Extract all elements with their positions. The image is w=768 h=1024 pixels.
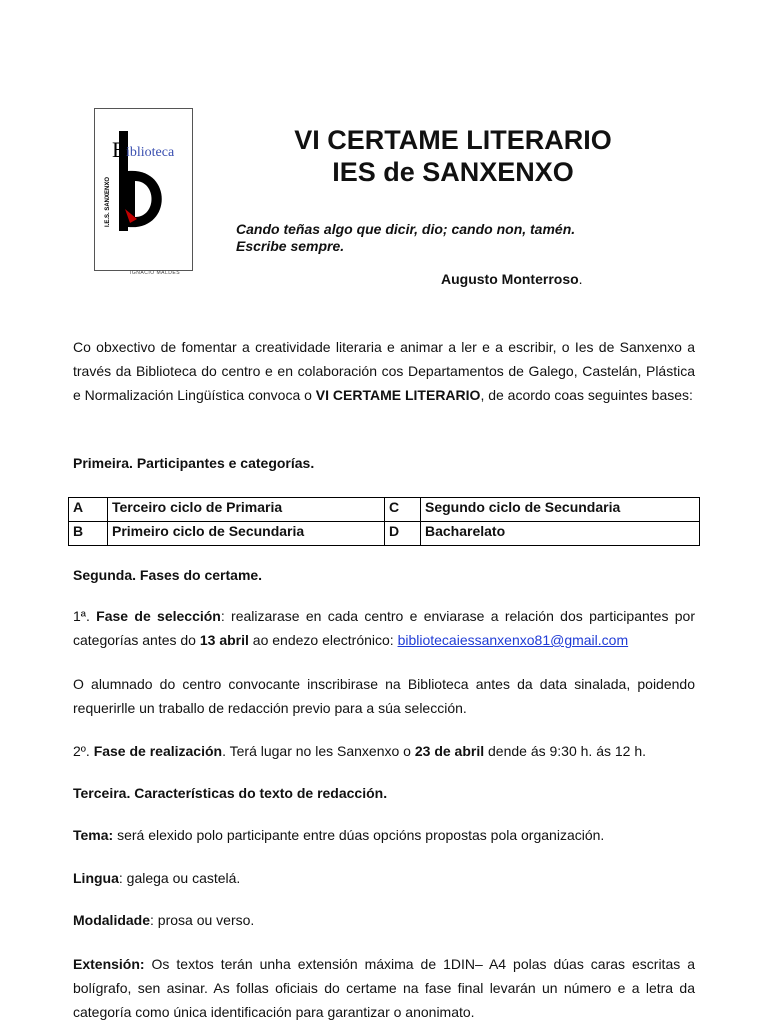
- intro-bold: VI CERTAME LITERARIO: [315, 387, 481, 403]
- extension-label: Extensión:: [73, 956, 145, 972]
- category-key: C: [385, 498, 421, 522]
- author-name: Augusto Monterroso: [441, 271, 579, 287]
- category-label: Bacharelato: [421, 522, 700, 546]
- phase1-note-paragraph: O alumnado do centro convocante inscribirase na Biblioteca antes da data sinalada, poidendo requerirlle un traballo de redacción previo para a súa selección.: [73, 676, 695, 716]
- phase2-title: Fase de realización: [93, 743, 223, 759]
- phase2-paragraph: [73, 739, 695, 763]
- epigraph-quote: [236, 221, 656, 255]
- category-key: D: [385, 522, 421, 546]
- extension-text: Os textos terán unha extensión máxima de 1DIN– A4 polas dúas caras escritas a bolígrafo, sen asinar. As follas oficiais do certame na fase final levarán un número e a letra da categoría como única identificación para garantizar o anonimato.: [73, 956, 695, 1020]
- category-label: Primeiro ciclo de Secundaria: [108, 522, 385, 546]
- title-line-1: VI CERTAME LITERARIO: [294, 125, 612, 155]
- phase1-title: Fase de selección: [96, 608, 221, 624]
- phase2-num: 2º.: [73, 743, 94, 759]
- title-line-2: IES de SANXENXO: [332, 157, 574, 187]
- intro-paragraph: [73, 335, 695, 407]
- phase2-date: 23 de abril: [414, 743, 485, 759]
- phase2-text2: dende ás 9:30 h. ás 12 h.: [484, 743, 647, 759]
- categories-table: [68, 497, 700, 546]
- author-punct: .: [578, 271, 583, 287]
- phase2-text: . Terá lugar no les Sanxenxo o: [222, 743, 415, 759]
- biblioteca-logo-icon: [95, 109, 192, 270]
- tema-label: Tema:: [73, 827, 114, 843]
- logo-big-letter: B: [112, 137, 127, 162]
- logo-caption: IGNACIO MALDES: [130, 270, 181, 276]
- tema-paragraph: [73, 823, 695, 847]
- logo-word: iblioteca: [126, 145, 175, 160]
- quote-line-1: Cando teñas algo que dicir, dio; cando non, tamén.: [236, 221, 576, 237]
- category-key: A: [69, 498, 108, 522]
- phase1-text2: ao endezo electrónico:: [248, 632, 398, 648]
- category-label: Segundo ciclo de Secundaria: [421, 498, 700, 522]
- library-logo: [94, 108, 193, 271]
- phase1-paragraph: [73, 604, 695, 652]
- table-row: [69, 498, 700, 522]
- lingua-text: : galega ou castelá.: [118, 870, 241, 886]
- intro-text-end: , de acordo coas seguintes bases:: [480, 387, 693, 403]
- lingua-label: Lingua: [73, 870, 119, 886]
- modalidade-text: : prosa ou verso.: [150, 912, 255, 928]
- category-label: Terceiro ciclo de Primaria: [108, 498, 385, 522]
- modalidade-label: Modalidade: [73, 912, 151, 928]
- section1-heading: Primeira. Participantes e categorías.: [73, 455, 315, 471]
- logo-vertical-text: I.E.S. SANXENXO: [105, 176, 111, 227]
- extension-paragraph: [73, 952, 695, 1024]
- intro-text: Co obxectivo de fomentar a creatividade literaria e animar a ler e a escribir, o Ies de Sanxenxo a través da Biblioteca do centro e en colaboración cos Departamentos de Galego, Castelán, Plástica e Normalización Lingüística convoca o: [73, 339, 695, 403]
- phase1-text: : realizarase en cada centro e enviarase a relación dos participantes por categorías antes do: [73, 608, 695, 648]
- modalidade-paragraph: [73, 908, 695, 932]
- phase1-date: 13 abril: [199, 632, 249, 648]
- section2-heading: Segunda. Fases do certame.: [73, 567, 263, 583]
- email-link[interactable]: bibliotecaiessanxenxo81@gmail.com: [397, 632, 629, 648]
- quote-line-2: Escribe sempre.: [236, 238, 345, 254]
- lingua-paragraph: [73, 866, 695, 890]
- quote-author: [441, 271, 583, 287]
- section3-heading: Terceira. Características do texto de redacción.: [73, 785, 388, 801]
- table-row: [69, 522, 700, 546]
- phase1-num: 1ª.: [73, 608, 97, 624]
- category-key: B: [69, 522, 108, 546]
- tema-text: será elexido polo participante entre dúas opcións propostas pola organización.: [113, 827, 605, 843]
